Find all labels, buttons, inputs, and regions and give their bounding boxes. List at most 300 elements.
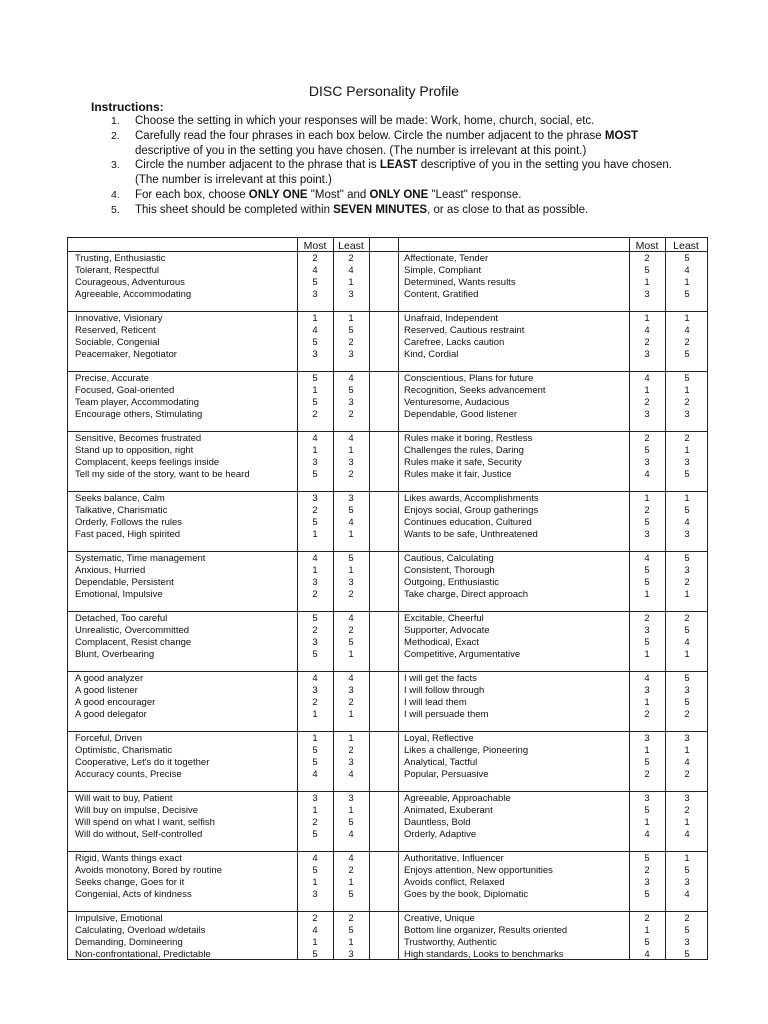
instruction-text: descriptive of you in the setting you have chosen. (The number is irrelevant at this point.) [135, 159, 672, 187]
least-number[interactable]: 2 [348, 625, 354, 636]
least-number[interactable]: 2 [348, 469, 354, 480]
most-number[interactable]: 5 [644, 265, 650, 276]
least-number[interactable]: 3 [684, 733, 690, 744]
phrase-text: Rules make it fair, Justice [404, 469, 512, 480]
phrase-row [68, 805, 707, 817]
phrase-text: Talkative, Charismatic [75, 505, 168, 516]
least-number[interactable]: 2 [684, 613, 690, 624]
most-number[interactable]: 2 [644, 769, 650, 780]
least-number[interactable]: 5 [684, 949, 690, 960]
most-number[interactable]: 3 [312, 457, 318, 468]
least-number[interactable]: 2 [684, 577, 690, 588]
most-number[interactable]: 1 [312, 805, 318, 816]
least-number[interactable]: 2 [684, 337, 690, 348]
most-number[interactable]: 3 [644, 733, 650, 744]
least-number[interactable]: 5 [684, 673, 690, 684]
least-number[interactable]: 1 [684, 817, 690, 828]
phrase-row [68, 253, 707, 265]
phrase-row [68, 889, 707, 901]
phrase-text: Encourage others, Stimulating [75, 409, 203, 420]
most-number[interactable]: 4 [644, 673, 650, 684]
phrase-row [68, 277, 707, 289]
most-number[interactable]: 1 [312, 529, 318, 540]
phrase-text: Carefree, Lacks caution [404, 337, 505, 348]
least-number[interactable]: 4 [348, 373, 354, 384]
least-number[interactable]: 1 [348, 313, 354, 324]
most-number[interactable]: 3 [312, 289, 318, 300]
most-number[interactable]: 3 [644, 685, 650, 696]
least-number[interactable]: 3 [348, 289, 354, 300]
phrase-text: Sociable, Congenial [75, 337, 160, 348]
least-number[interactable]: 4 [684, 889, 690, 900]
most-number[interactable]: 5 [312, 865, 318, 876]
most-number[interactable]: 5 [644, 577, 650, 588]
least-number[interactable]: 4 [348, 517, 354, 528]
phrase-text: Precise, Accurate [75, 373, 149, 384]
most-number[interactable]: 2 [644, 709, 650, 720]
most-number[interactable]: 5 [644, 805, 650, 816]
most-number[interactable]: 5 [312, 397, 318, 408]
least-number[interactable]: 5 [348, 325, 354, 336]
most-number[interactable]: 4 [312, 325, 318, 336]
most-number[interactable]: 4 [644, 325, 650, 336]
phrase-text: Recognition, Seeks advancement [404, 385, 546, 396]
most-number[interactable]: 2 [644, 505, 650, 516]
least-number[interactable]: 5 [348, 925, 354, 936]
box-separator [68, 731, 707, 732]
least-number[interactable]: 5 [684, 349, 690, 360]
least-number[interactable]: 2 [684, 769, 690, 780]
most-number[interactable]: 1 [644, 697, 650, 708]
least-number[interactable]: 4 [348, 433, 354, 444]
most-number[interactable]: 1 [312, 445, 318, 456]
phrase-row [68, 457, 707, 469]
most-number[interactable]: 2 [312, 625, 318, 636]
phrase-text: Enjoys social, Group gatherings [404, 505, 539, 516]
most-number[interactable]: 1 [644, 313, 650, 324]
most-number[interactable]: 1 [644, 385, 650, 396]
most-number[interactable]: 3 [312, 793, 318, 804]
phrase-text: Wants to be safe, Unthreatened [404, 529, 538, 540]
phrase-row [68, 925, 707, 937]
least-number[interactable]: 3 [684, 529, 690, 540]
most-number[interactable]: 1 [312, 565, 318, 576]
instruction-text: , or as close to that as possible. [427, 203, 589, 216]
phrase-row [68, 577, 707, 589]
least-number[interactable]: 5 [348, 889, 354, 900]
phrase-row [68, 685, 707, 697]
phrase-text: Avoids monotony, Bored by routine [75, 865, 222, 876]
phrase-row [68, 433, 707, 445]
most-number[interactable]: 2 [312, 817, 318, 828]
least-number[interactable]: 2 [684, 433, 690, 444]
most-number[interactable]: 4 [312, 925, 318, 936]
most-number[interactable]: 4 [644, 553, 650, 564]
instruction-number: 2. [111, 129, 120, 142]
most-number[interactable]: 5 [644, 445, 650, 456]
least-number[interactable]: 3 [348, 349, 354, 360]
least-number[interactable]: 1 [348, 649, 354, 660]
phrase-row [68, 625, 707, 637]
least-number[interactable]: 1 [348, 277, 354, 288]
phrase-row [68, 289, 707, 301]
phrase-text: Tolerant, Respectful [75, 265, 159, 276]
phrase-text: Stand up to opposition, right [75, 445, 194, 456]
most-number[interactable]: 4 [312, 769, 318, 780]
least-number[interactable]: 5 [684, 373, 690, 384]
phrase-text: Forceful, Driven [75, 733, 143, 744]
phrase-text: Authoritative, Influencer [404, 853, 504, 864]
least-number[interactable]: 2 [348, 409, 354, 420]
phrase-row [68, 829, 707, 841]
phrase-row [68, 937, 707, 949]
most-number[interactable]: 1 [312, 733, 318, 744]
phrase-text: Peacemaker, Negotiator [75, 349, 177, 360]
most-number[interactable]: 3 [644, 349, 650, 360]
instruction-text: "Most" and [307, 188, 370, 201]
most-number[interactable]: 2 [644, 337, 650, 348]
phrase-text: A good analyzer [75, 673, 144, 684]
phrase-text: Avoids conflict, Relaxed [404, 877, 505, 888]
phrase-row [68, 649, 707, 661]
least-number[interactable]: 5 [684, 505, 690, 516]
phrase-row [68, 337, 707, 349]
least-number[interactable]: 1 [348, 805, 354, 816]
phrase-row [68, 397, 707, 409]
phrase-text: Continues education, Cultured [404, 517, 532, 528]
phrase-row [68, 877, 707, 889]
least-number[interactable]: 1 [348, 877, 354, 888]
instruction-emphasis: MOST [604, 129, 639, 142]
least-number[interactable]: 1 [348, 445, 354, 456]
phrase-text: Goes by the book, Diplomatic [404, 889, 529, 900]
phrase-row [68, 673, 707, 685]
phrase-row [68, 913, 707, 925]
least-number[interactable]: 2 [348, 253, 354, 264]
phrase-text: Trusting, Enthusiastic [75, 253, 166, 264]
most-number[interactable]: 5 [312, 745, 318, 756]
least-number[interactable]: 1 [684, 493, 690, 504]
most-number[interactable]: 5 [644, 517, 650, 528]
least-number[interactable]: 4 [348, 829, 354, 840]
least-number[interactable]: 5 [348, 553, 354, 564]
header-most-right: Most [635, 240, 659, 252]
least-number[interactable]: 4 [684, 757, 690, 768]
least-number[interactable]: 3 [684, 793, 690, 804]
phrase-text: Likes awards, Accomplishments [404, 493, 539, 504]
least-number[interactable]: 2 [684, 805, 690, 816]
most-number[interactable]: 3 [312, 889, 318, 900]
most-number[interactable]: 1 [312, 877, 318, 888]
least-number[interactable]: 3 [348, 493, 354, 504]
box-separator [68, 851, 707, 852]
phrase-row [68, 709, 707, 721]
least-number[interactable]: 3 [348, 577, 354, 588]
phrase-text: I will persuade them [404, 709, 489, 720]
most-number[interactable]: 4 [312, 433, 318, 444]
least-number[interactable]: 4 [684, 637, 690, 648]
most-number[interactable]: 4 [312, 853, 318, 864]
phrase-row [68, 325, 707, 337]
most-number[interactable]: 5 [312, 517, 318, 528]
phrase-text: A good delegator [75, 709, 147, 720]
least-number[interactable]: 3 [348, 757, 354, 768]
least-number[interactable]: 1 [348, 565, 354, 576]
least-number[interactable]: 3 [348, 793, 354, 804]
phrase-text: Courageous, Adventurous [75, 277, 185, 288]
most-number[interactable]: 1 [312, 313, 318, 324]
phrase-text: Dauntless, Bold [404, 817, 471, 828]
least-number[interactable]: 1 [348, 709, 354, 720]
least-number[interactable]: 1 [684, 385, 690, 396]
least-number[interactable]: 3 [348, 457, 354, 468]
most-number[interactable]: 3 [644, 289, 650, 300]
most-number[interactable]: 4 [644, 373, 650, 384]
least-number[interactable]: 1 [684, 649, 690, 660]
phrase-text: Detached, Too careful [75, 613, 168, 624]
least-number[interactable]: 3 [348, 397, 354, 408]
phrase-text: Will wait to buy, Patient [75, 793, 173, 804]
most-number[interactable]: 2 [644, 253, 650, 264]
most-number[interactable]: 1 [644, 925, 650, 936]
least-number[interactable]: 1 [684, 313, 690, 324]
most-number[interactable]: 2 [312, 505, 318, 516]
phrase-row [68, 349, 707, 361]
phrase-row [68, 865, 707, 877]
phrase-text: Analytical, Tactful [404, 757, 478, 768]
most-number[interactable]: 3 [644, 457, 650, 468]
most-number[interactable]: 1 [644, 493, 650, 504]
phrase-text: Rules make it safe, Security [404, 457, 522, 468]
least-number[interactable]: 3 [684, 685, 690, 696]
most-number[interactable]: 5 [312, 469, 318, 480]
most-number[interactable]: 4 [312, 673, 318, 684]
least-number[interactable]: 1 [684, 277, 690, 288]
most-number[interactable]: 1 [312, 709, 318, 720]
phrase-text: I will follow through [404, 685, 485, 696]
most-number[interactable]: 1 [644, 277, 650, 288]
most-number[interactable]: 2 [312, 589, 318, 600]
least-number[interactable]: 5 [684, 289, 690, 300]
most-number[interactable]: 5 [644, 937, 650, 948]
most-number[interactable]: 5 [644, 637, 650, 648]
most-number[interactable]: 3 [312, 349, 318, 360]
phrase-row [68, 469, 707, 481]
instruction-number: 5. [111, 203, 120, 216]
least-number[interactable]: 3 [684, 565, 690, 576]
phrase-text: Trustworthy, Authentic [404, 937, 497, 948]
most-number[interactable]: 1 [312, 937, 318, 948]
phrase-row [68, 817, 707, 829]
instruction-text: Choose the setting in which your responses will be made: Work, home, church, social, etc. [135, 115, 595, 127]
most-number[interactable]: 5 [644, 853, 650, 864]
least-number[interactable]: 5 [684, 469, 690, 480]
least-number[interactable]: 1 [348, 733, 354, 744]
most-number[interactable]: 3 [312, 637, 318, 648]
most-number[interactable]: 2 [644, 913, 650, 924]
least-number[interactable]: 2 [348, 589, 354, 600]
least-number[interactable]: 3 [348, 685, 354, 696]
least-number[interactable]: 4 [348, 265, 354, 276]
phrase-text: Competitive, Argumentative [404, 649, 521, 660]
most-number[interactable]: 1 [644, 817, 650, 828]
least-number[interactable]: 2 [348, 865, 354, 876]
least-number[interactable]: 1 [348, 529, 354, 540]
box-separator [68, 371, 707, 372]
least-number[interactable]: 5 [348, 385, 354, 396]
instruction-emphasis: LEAST [379, 159, 418, 172]
most-number[interactable]: 3 [312, 577, 318, 588]
most-number[interactable]: 5 [312, 649, 318, 660]
most-number[interactable]: 3 [312, 493, 318, 504]
most-number[interactable]: 2 [312, 913, 318, 924]
least-number[interactable]: 3 [684, 937, 690, 948]
least-number[interactable]: 3 [684, 409, 690, 420]
most-number[interactable]: 5 [644, 889, 650, 900]
most-number[interactable]: 1 [644, 589, 650, 600]
phrase-text: Dependable, Persistent [75, 577, 174, 588]
least-number[interactable]: 1 [684, 589, 690, 600]
phrase-text: Seeks balance, Calm [75, 493, 165, 504]
phrase-text: Likes a challenge, Pioneering [404, 745, 529, 756]
phrase-text: A good encourager [75, 697, 156, 708]
most-number[interactable]: 1 [644, 745, 650, 756]
phrase-row [68, 553, 707, 565]
most-number[interactable]: 4 [644, 949, 650, 960]
least-number[interactable]: 4 [684, 325, 690, 336]
least-number[interactable]: 5 [684, 865, 690, 876]
phrase-text: Demanding, Domineering [75, 937, 183, 948]
phrase-text: Fast paced, High spirited [75, 529, 181, 540]
least-number[interactable]: 3 [684, 877, 690, 888]
most-number[interactable]: 1 [312, 385, 318, 396]
least-number[interactable]: 2 [684, 913, 690, 924]
phrase-text: Conscientious, Plans for future [404, 373, 534, 384]
most-number[interactable]: 2 [312, 409, 318, 420]
instruction-emphasis: ONLY ONE [369, 188, 429, 201]
least-number[interactable]: 5 [684, 553, 690, 564]
most-number[interactable]: 2 [644, 865, 650, 876]
most-number[interactable]: 2 [312, 253, 318, 264]
least-number[interactable]: 4 [684, 829, 690, 840]
most-number[interactable]: 5 [312, 277, 318, 288]
phrase-text: Impulsive, Emotional [75, 913, 163, 924]
box-separator [68, 431, 707, 432]
most-number[interactable]: 3 [644, 529, 650, 540]
most-number[interactable]: 4 [644, 829, 650, 840]
phrase-text: Venturesome, Audacious [404, 397, 510, 408]
phrase-row [68, 313, 707, 325]
least-number[interactable]: 2 [348, 337, 354, 348]
least-number[interactable]: 4 [348, 673, 354, 684]
phrase-text: Enjoys attention, New opportunities [404, 865, 553, 876]
most-number[interactable]: 2 [644, 433, 650, 444]
most-number[interactable]: 2 [312, 697, 318, 708]
most-number[interactable]: 3 [644, 793, 650, 804]
least-number[interactable]: 4 [348, 853, 354, 864]
least-number[interactable]: 2 [684, 397, 690, 408]
most-number[interactable]: 5 [312, 829, 318, 840]
phrase-text: Complacent, keeps feelings inside [75, 457, 220, 468]
instruction-item [111, 203, 691, 218]
most-number[interactable]: 3 [312, 685, 318, 696]
most-number[interactable]: 2 [644, 613, 650, 624]
instruction-item [111, 114, 691, 129]
box-separator [68, 791, 707, 792]
least-number[interactable]: 5 [684, 625, 690, 636]
header-least-left: Least [338, 240, 364, 252]
most-number[interactable]: 4 [312, 265, 318, 276]
phrase-text: Will do without, Self-controlled [75, 829, 203, 840]
instruction-text: This sheet should be completed within [135, 203, 334, 216]
least-number[interactable]: 2 [348, 913, 354, 924]
most-number[interactable]: 4 [312, 553, 318, 564]
phrase-text: Affectionate, Tender [404, 253, 489, 264]
most-number[interactable]: 3 [644, 625, 650, 636]
phrase-text: Will spend on what I want, selfish [75, 817, 215, 828]
phrase-text: Kind, Cordial [404, 349, 459, 360]
least-number[interactable]: 4 [684, 265, 690, 276]
most-number[interactable]: 3 [644, 409, 650, 420]
phrase-text: Take charge, Direct approach [404, 589, 529, 600]
least-number[interactable]: 3 [684, 457, 690, 468]
most-number[interactable]: 2 [644, 397, 650, 408]
phrase-text: Reserved, Reticent [75, 325, 156, 336]
phrase-text: Animated, Exuberant [404, 805, 493, 816]
most-number[interactable]: 5 [312, 337, 318, 348]
phrase-row [68, 769, 707, 781]
most-number[interactable]: 5 [312, 949, 318, 960]
least-number[interactable]: 1 [684, 445, 690, 456]
least-number[interactable]: 5 [348, 637, 354, 648]
phrase-text: Rules make it boring, Restless [404, 433, 533, 444]
most-number[interactable]: 5 [312, 757, 318, 768]
least-number[interactable]: 2 [348, 745, 354, 756]
least-number[interactable]: 1 [684, 745, 690, 756]
box-separator [68, 551, 707, 552]
phrase-row [68, 949, 707, 961]
least-number[interactable]: 5 [684, 925, 690, 936]
most-number[interactable]: 4 [644, 469, 650, 480]
most-number[interactable]: 1 [644, 649, 650, 660]
phrase-text: Bottom line organizer, Results oriented [404, 925, 568, 936]
instruction-text: "Least" response. [428, 188, 522, 201]
most-number[interactable]: 3 [644, 877, 650, 888]
least-number[interactable]: 4 [684, 517, 690, 528]
least-number[interactable]: 5 [348, 817, 354, 828]
least-number[interactable]: 4 [348, 613, 354, 624]
page-title: DISC Personality Profile [308, 83, 460, 99]
box-separator [68, 611, 707, 612]
most-number[interactable]: 5 [644, 565, 650, 576]
least-number[interactable]: 5 [684, 697, 690, 708]
least-number[interactable]: 1 [684, 853, 690, 864]
phrase-text: Emotional, Impulsive [75, 589, 163, 600]
phrase-row [68, 745, 707, 757]
most-number[interactable]: 5 [644, 757, 650, 768]
least-number[interactable]: 2 [684, 709, 690, 720]
least-number[interactable]: 3 [348, 949, 354, 960]
least-number[interactable]: 4 [348, 769, 354, 780]
box-separator [68, 491, 707, 492]
least-number[interactable]: 2 [348, 697, 354, 708]
least-number[interactable]: 5 [348, 505, 354, 516]
phrase-text: Methodical, Exact [404, 637, 479, 648]
least-number[interactable]: 1 [348, 937, 354, 948]
most-number[interactable]: 5 [312, 373, 318, 384]
least-number[interactable]: 5 [684, 253, 690, 264]
most-number[interactable]: 5 [312, 613, 318, 624]
